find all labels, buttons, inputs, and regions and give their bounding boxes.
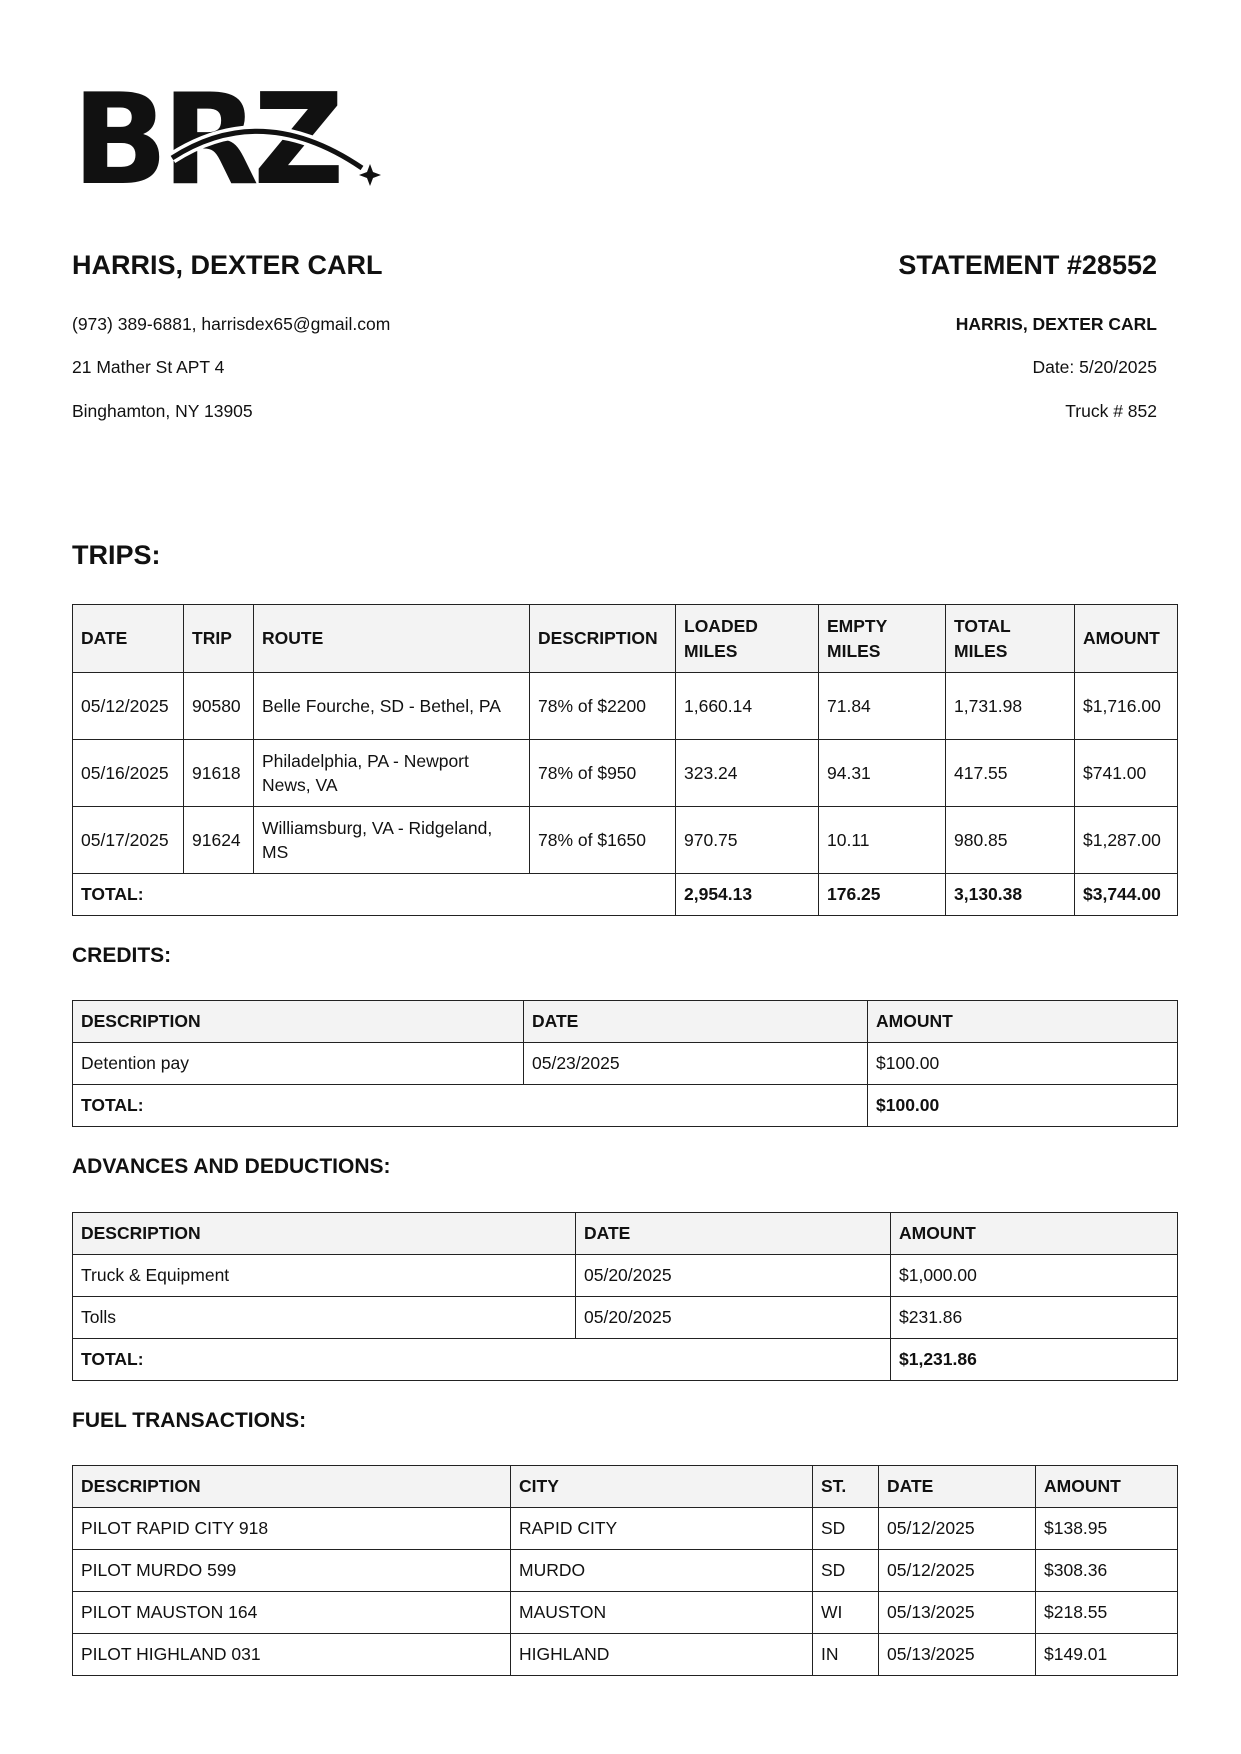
deductions-table [72,1212,1178,1381]
cell: 05/13/2025 [879,1634,1036,1676]
table-row [73,1043,1178,1085]
cell: $218.55 [1036,1592,1178,1634]
cell: 05/16/2025 [73,740,184,807]
deductions-title: ADVANCES AND DEDUCTIONS: [72,1155,391,1178]
col-header: AMOUNT [891,1213,1178,1255]
cell: Williamsburg, VA - Ridgeland, MS [254,807,530,874]
col-header: AMOUNT [1075,605,1178,673]
cell: PILOT MURDO 599 [73,1550,511,1592]
col-header: DESCRIPTION [530,605,676,673]
col-header: DATE [879,1466,1036,1508]
cell: 10.11 [819,807,946,874]
cell: $100.00 [868,1043,1178,1085]
cell: PILOT MAUSTON 164 [73,1592,511,1634]
cell: 05/20/2025 [576,1297,891,1339]
cell: 05/12/2025 [73,673,184,740]
cell: 05/13/2025 [879,1592,1036,1634]
cell: Detention pay [73,1043,524,1085]
cell: WI [813,1592,879,1634]
trips-header-row [73,605,1178,673]
col-header: DESCRIPTION [73,1466,511,1508]
trips-title: TRIPS: [72,540,161,570]
cell: RAPID CITY [511,1508,813,1550]
col-header: DESCRIPTION [73,1001,524,1043]
cell: PILOT HIGHLAND 031 [73,1634,511,1676]
total-label: TOTAL: [73,1085,868,1127]
company-logo [72,80,382,192]
trips-total-row [73,874,1178,916]
table-row [73,1297,1178,1339]
col-header: TRIP [184,605,254,673]
statement-title: STATEMENT #28552 [898,250,1157,280]
cell: $308.36 [1036,1550,1178,1592]
cell: $231.86 [891,1297,1178,1339]
col-header: EMPTY MILES [819,605,946,673]
cell: 91624 [184,807,254,874]
cell: MURDO [511,1550,813,1592]
col-header: ST. [813,1466,879,1508]
cell: 05/20/2025 [576,1255,891,1297]
driver-name: HARRIS, DEXTER CARL [72,250,383,280]
credits-total-row [73,1085,1178,1127]
table-row [73,1550,1178,1592]
cell: 91618 [184,740,254,807]
cell: 1,731.98 [946,673,1075,740]
cell: 05/12/2025 [879,1508,1036,1550]
statement-info [898,250,1157,421]
cell: IN [813,1634,879,1676]
table-row [73,1508,1178,1550]
col-header: DESCRIPTION [73,1213,576,1255]
fuel-header-row [73,1466,1178,1508]
table-row [73,1634,1178,1676]
col-header: TOTAL MILES [946,605,1075,673]
table-row [73,807,1178,874]
fuel-title: FUEL TRANSACTIONS: [72,1409,307,1432]
statement-driver-name: HARRIS, DEXTER CARL [955,314,1157,334]
cell: $741.00 [1075,740,1178,807]
driver-address-line2: Binghamton, NY 13905 [72,401,253,421]
total-amount: $3,744.00 [1075,874,1178,916]
cell: 970.75 [676,807,819,874]
credits-header-row [73,1001,1178,1043]
cell: SD [813,1508,879,1550]
col-header: CITY [511,1466,813,1508]
cell: $1,000.00 [891,1255,1178,1297]
col-header: AMOUNT [1036,1466,1178,1508]
table-row [73,673,1178,740]
total-empty-miles: 176.25 [819,874,946,916]
col-header: DATE [576,1213,891,1255]
deductions-total-row [73,1339,1178,1381]
driver-info [72,250,391,421]
cell: Belle Fourche, SD - Bethel, PA [254,673,530,740]
cell: HIGHLAND [511,1634,813,1676]
trips-table [72,604,1178,916]
col-header: ROUTE [254,605,530,673]
cell: 980.85 [946,807,1075,874]
statement-date: Date: 5/20/2025 [1032,357,1157,377]
total-amount: $100.00 [868,1085,1178,1127]
fuel-table [72,1465,1178,1676]
cell: 94.31 [819,740,946,807]
cell: 05/23/2025 [524,1043,868,1085]
driver-contact: (973) 389-6881, harrisdex65@gmail.com [72,314,391,334]
col-header: AMOUNT [868,1001,1178,1043]
driver-address-line1: 21 Mather St APT 4 [72,357,225,377]
cell: 71.84 [819,673,946,740]
total-amount: $1,231.86 [891,1339,1178,1381]
cell: Tolls [73,1297,576,1339]
cell: Truck & Equipment [73,1255,576,1297]
credits-title: CREDITS: [72,944,172,967]
cell: $138.95 [1036,1508,1178,1550]
cell: MAUSTON [511,1592,813,1634]
deductions-header-row [73,1213,1178,1255]
col-header: DATE [524,1001,868,1043]
cell: $149.01 [1036,1634,1178,1676]
truck-number: Truck # 852 [1065,401,1157,421]
credits-table [72,1000,1178,1127]
col-header: LOADED MILES [676,605,819,673]
cell: $1,716.00 [1075,673,1178,740]
total-label: TOTAL: [73,1339,891,1381]
cell: 1,660.14 [676,673,819,740]
cell: 05/17/2025 [73,807,184,874]
cell: $1,287.00 [1075,807,1178,874]
table-row [73,1255,1178,1297]
col-header: DATE [73,605,184,673]
total-loaded-miles: 2,954.13 [676,874,819,916]
cell: 417.55 [946,740,1075,807]
table-row [73,740,1178,807]
table-row [73,1592,1178,1634]
logo-text: BRZ [72,80,339,192]
cell: 78% of $1650 [530,807,676,874]
total-label: TOTAL: [73,874,676,916]
cell: 78% of $2200 [530,673,676,740]
cell: PILOT RAPID CITY 918 [73,1508,511,1550]
cell: 05/12/2025 [879,1550,1036,1592]
cell: 78% of $950 [530,740,676,807]
cell: 90580 [184,673,254,740]
cell: Philadelphia, PA - Newport News, VA [254,740,530,807]
cell: 323.24 [676,740,819,807]
cell: SD [813,1550,879,1592]
total-miles: 3,130.38 [946,874,1075,916]
